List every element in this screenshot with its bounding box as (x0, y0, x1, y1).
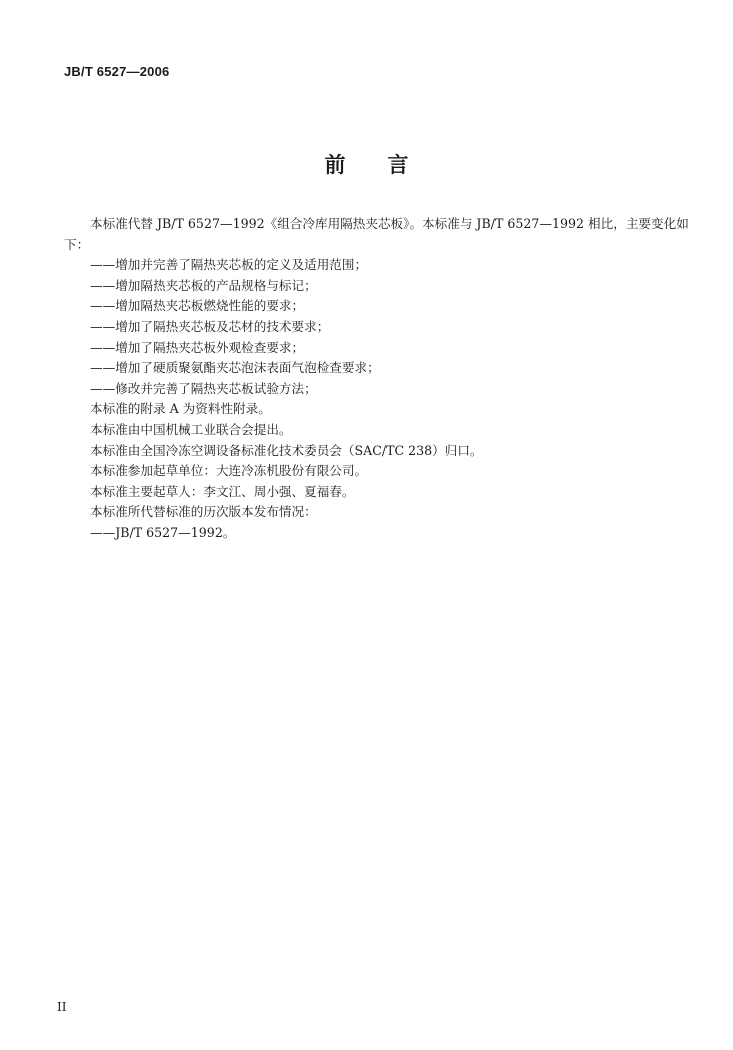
document-code: JB/T 6527—2006 (64, 64, 170, 79)
change-item: ——增加隔热夹芯板的产品规格与标记； (90, 277, 317, 293)
statements-list (64, 399, 692, 523)
intro-paragraph: 本标准代替 JB/T 6527—1992《组合冷库用隔热夹芯板》。本标准与 JB/T 6527—1992 相比，主要变化如下： (64, 216, 689, 252)
changes-list (64, 255, 692, 399)
change-item: ——增加了硬质聚氨酯夹芯泡沫表面气泡检查要求； (90, 360, 380, 376)
change-item: ——增加隔热夹芯板燃烧性能的要求； (90, 298, 305, 314)
foreword-body (64, 214, 692, 544)
title-char-2: 言 (387, 153, 409, 177)
statement-annex: 本标准的附录 A 为资料性附录。 (90, 401, 271, 417)
statement-proposer: 本标准由中国机械工业联合会提出。 (90, 421, 292, 437)
history-item: ——JB/T 6527—1992。 (90, 524, 236, 540)
statement-drafters: 本标准主要起草人：李文江、周小强、夏福春。 (90, 483, 355, 499)
statement-history-intro: 本标准所代替标准的历次版本发布情况： (90, 504, 317, 520)
change-item: ——增加了隔热夹芯板及芯材的技术要求； (90, 318, 330, 334)
change-item: ——增加了隔热夹芯板外观检查要求； (90, 339, 305, 355)
title-char-1: 前 (324, 153, 346, 177)
change-item: ——增加并完善了隔热夹芯板的定义及适用范围； (90, 257, 368, 273)
statement-drafting-unit: 本标准参加起草单位：大连冷冻机股份有限公司。 (90, 463, 368, 479)
statement-committee: 本标准由全国冷冻空调设备标准化技术委员会（SAC/TC 238）归口。 (90, 442, 483, 458)
page-title (0, 149, 733, 179)
page-number: II (57, 1000, 67, 1014)
change-item: ——修改并完善了隔热夹芯板试验方法； (90, 380, 317, 396)
